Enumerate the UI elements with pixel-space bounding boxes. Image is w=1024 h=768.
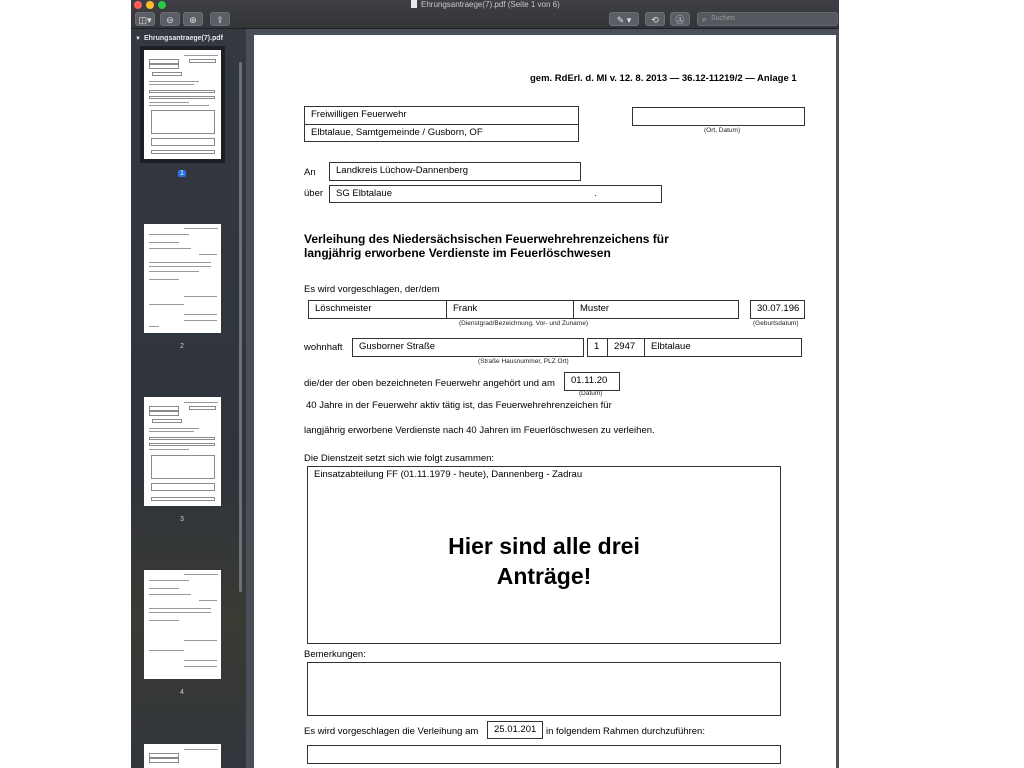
overlay-note-line1: Hier sind alle drei — [448, 533, 640, 559]
member-date-caption: (Datum) — [579, 390, 603, 397]
name-caption: (Dienstgrad/Bezeichnung, Vor- und Zuname) — [459, 320, 588, 327]
window-title: Ehrungsantraege(7).pdf (Seite 1 von 6) — [411, 0, 560, 9]
ort-datum-field[interactable] — [632, 107, 805, 126]
birthdate-field[interactable]: 30.07.196 — [750, 300, 805, 319]
street-field[interactable]: Gusborner Straße — [352, 338, 584, 357]
disclosure-triangle-icon: ▼ — [135, 36, 141, 42]
annotate-button[interactable] — [670, 12, 690, 26]
page-number-1: 1 — [180, 170, 184, 177]
org-line1-field[interactable]: Freiwilligen Feuerwehr — [304, 106, 579, 125]
zoom-in-icon: ⊕ — [189, 15, 197, 25]
page-thumbnail-4[interactable] — [144, 570, 221, 679]
service-label: Die Dienstzeit setzt sich wie folgt zusammen: — [304, 453, 495, 464]
sidebar-scrollbar[interactable] — [239, 62, 242, 592]
pdf-document-icon — [411, 0, 417, 8]
plz-field[interactable]: 2947 — [607, 338, 645, 357]
rotate-icon: ⟲ — [651, 15, 659, 25]
page-thumbnail-2[interactable] — [144, 224, 221, 333]
sidebar-file-header[interactable]: ▼ Ehrungsantraege(7).pdf — [135, 35, 223, 42]
page-thumbnail-3[interactable] — [144, 397, 221, 506]
ueber-field[interactable]: SG Elbtalaue . — [329, 185, 662, 203]
address-caption: (Straße Hausnummer, PLZ Ort) — [478, 358, 569, 365]
last-name-field[interactable]: Muster — [573, 300, 739, 319]
close-window-button[interactable] — [134, 1, 142, 9]
sidebar-toggle-button[interactable] — [135, 12, 155, 26]
page-thumbnail-1[interactable] — [144, 50, 221, 159]
service-field[interactable]: Einsatzabteilung FF (01.11.1979 - heute), Dannenberg - Zadrau Hier sind alle drei Anträge! — [307, 466, 781, 644]
award-text-before: Es wird vorgeschlagen die Verleihung am — [304, 726, 479, 737]
wohnhaft-label: wohnhaft — [304, 342, 343, 353]
merit-text: langjährig erworbene Verdienste nach 40 Jahren im Feuerlöschwesen zu verleihen. — [304, 425, 655, 436]
first-name-field[interactable]: Frank — [446, 300, 574, 319]
page-number-2: 2 — [180, 343, 184, 350]
award-text-after: in folgendem Rahmen durchzuführen: — [546, 726, 705, 737]
preview-window — [131, 0, 839, 768]
share-button[interactable] — [210, 12, 230, 26]
page-number-4: 4 — [180, 689, 184, 696]
remarks-label: Bemerkungen: — [304, 649, 366, 660]
an-label: An — [304, 167, 316, 178]
pdf-page — [254, 35, 836, 768]
page-number-3: 3 — [180, 516, 184, 523]
rank-field[interactable]: Löschmeister — [308, 300, 447, 319]
ort-field[interactable]: Elbtalaue — [644, 338, 802, 357]
ueber-label: über — [304, 188, 324, 199]
award-frame-field[interactable] — [307, 745, 781, 764]
zoom-out-button[interactable] — [160, 12, 180, 26]
zoom-in-button[interactable] — [183, 12, 203, 26]
page-thumbnail-5[interactable] — [144, 744, 221, 768]
heading-line1: Verleihung des Niedersächsischen Feuerwehrehrenzeichens für — [304, 232, 669, 246]
search-placeholder: Suchen — [711, 15, 735, 22]
zoom-out-icon: ⊖ — [166, 15, 174, 25]
member-text: die/der der oben bezeichneten Feuerwehr angehört und am — [304, 378, 555, 389]
share-icon: ⇪ — [216, 15, 224, 25]
an-field[interactable]: Landkreis Lüchow-Dannenberg — [329, 162, 581, 181]
markup-pen-button[interactable] — [609, 12, 639, 26]
years-text: 40 Jahre in der Feuerwehr aktiv tätig ist, das Feuerwehrehrenzeichen für — [306, 400, 612, 411]
title-bar — [131, 0, 839, 29]
house-number-field[interactable]: 1 — [587, 338, 608, 357]
minimize-window-button[interactable] — [146, 1, 154, 9]
rotate-button[interactable] — [645, 12, 665, 26]
award-date-field[interactable]: 25.01.201 — [487, 721, 543, 739]
search-field[interactable] — [697, 12, 838, 26]
annotate-icon: Ⓐ — [675, 15, 685, 25]
proposed-text: Es wird vorgeschlagen, der/dem — [304, 284, 440, 295]
thumbnail-sidebar — [131, 29, 246, 768]
search-icon: ⌕ — [702, 15, 707, 24]
heading-line2: langjährig erworbene Verdienste im Feuerlöschwesen — [304, 246, 611, 260]
birthdate-caption: (Geburtsdatum) — [753, 320, 799, 327]
sidebar-icon: ◫▾ — [138, 15, 152, 25]
overlay-note-line2: Anträge! — [496, 563, 592, 589]
zoom-window-button[interactable] — [158, 1, 166, 9]
member-date-field[interactable]: 01.11.20 — [564, 372, 620, 391]
remarks-field[interactable] — [307, 662, 781, 716]
markup-pen-icon: ✎ ▾ — [616, 15, 632, 25]
header-reference: gem. RdErl. d. MI v. 12. 8. 2013 — 36.12-11219/2 — Anlage 1 — [530, 73, 797, 84]
ort-datum-caption: (Ort, Datum) — [704, 127, 741, 134]
org-line2-field[interactable]: Elbtalaue, Samtgemeinde / Gusborn, OF — [304, 124, 579, 142]
